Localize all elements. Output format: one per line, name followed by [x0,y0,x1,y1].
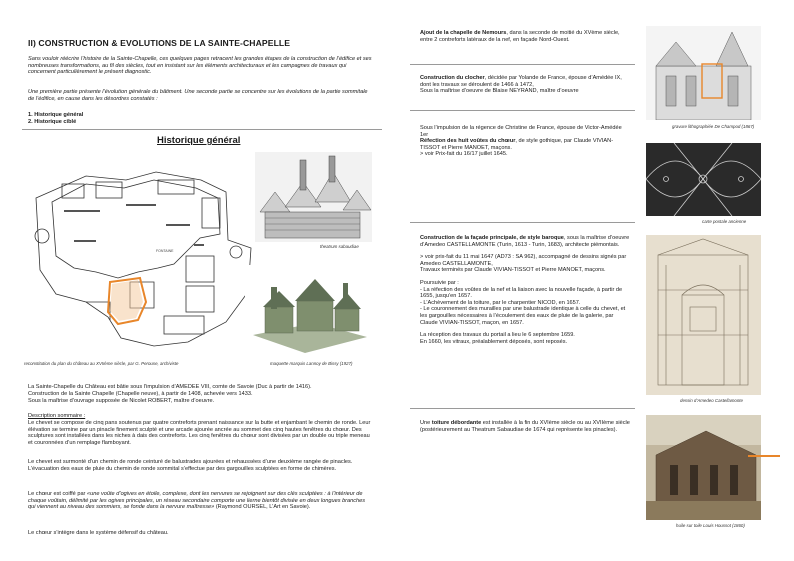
caption-castellamonte: dessin d’Amedeo Castellamonte [680,398,743,403]
castle-plan-image [26,152,256,352]
caption-maquette: maquette marquis Lannoy de Bissy (1927) [270,361,353,366]
description-title: Description sommaire : [28,413,86,419]
facade-bold: Construction de la façade principale, de style baroque [420,235,564,241]
page-heading: II) CONSTRUCTION & EVOLUTIONS DE LA SAINTE-CHAPELLE [28,38,291,48]
voutes-bold: Réfection des huit voûtes du chœur [420,138,516,145]
facade-line-9: En 1660, les vitraux, préalablement déposés, sont reposés. [420,338,568,345]
toiture-bold: toiture débordante [431,420,482,426]
voutes-rest: , de style gothique, par Claude VIVIAN-TISSOT et Pierre MANOET, maçons. [420,138,614,151]
toiture-a: Une [420,420,432,426]
description-paragraph-3 [28,491,373,511]
intro-paragraph-1: Sans vouloir réécrire l’histoire de la Sainte-Chapelle, ces quelques pages retracent les grandes étapes de la construction de l’édifice et ses nombreuses transformations, au fil des siècles, tout en insistant sur les éléments architecturaux et les campagnes de travaux qui concernent particulièrement le présent diagnostic. [28,56,372,76]
facade-line-5: - La réfection des voûtes de la nef et la liaison avec la nouvelle façade, à partir de 1655, jusqu’en 1657. [420,286,623,300]
list-item-2: 2. Historique ciblé [28,119,77,125]
block-facade [420,235,630,345]
rule-3 [410,222,635,223]
facade-line-6: - L’Achèvement de la toiture, par le charpentier NICOD, en 1657. [420,299,581,306]
description-paragraph-2: Le chevet est surmonté d’un chemin de ronde ceinturé de balustrades ajourées et rehaussées d’une deuxième rangée de pinacles. L’évacuation des eaux de pluie du chemin de ronde sommital s’effectue par des gargouilles sculptées en forme de chimères. [28,459,353,472]
block-nemours [420,30,630,43]
section-rule [22,129,382,130]
lithograph-image [646,26,761,120]
caption-houssot: huile sur toile Louis Houssot (1860) [676,523,745,528]
clocher-rest: , décidée par Yolande de France, épouse d’Amédée IX, dont les travaux se déroulent de 1466 à 1472, [420,75,622,88]
desc3-quote: «une voûte d’ogives en étoile, complexe, dont les nervures se rejoignent sur des clés sculptées : à l’intérieur de chaque voûtain, délimité par les ogives principales, un réseau secondaire comporte une lierne bientôt divisée en deux longues branches qui viennent au niveau des sommiers, se fonde dans la nervure maîtresse» [28,491,366,511]
block-clocher [420,75,630,95]
caption-theatrum: theatrum sabaudiae [320,244,359,249]
desc3-source: (Raymond OURSEL, L’Art en Savoie). [214,504,311,511]
intro-paragraph-2: Une première partie présente l’évolution générale du bâtiment. Une seconde partie se concentre sur les évolutions de la partie sommitale de l’édifice, en cause dans les désordres constatés : [28,89,368,102]
voutes-line-3: > voir Prix-fait du 16/17 juillet 1645. [420,151,508,158]
facade-line-3: Travaux terminés par Claude VIVIAN-TISSOT et Pierre MANOET, maçons. [420,267,606,274]
toiture-rest: est installée à la fin du XVIème siècle ou au XVIIème siècle (postérieurement au Theatrum Sabaudiae de 1674 qui représente les pinacles). [420,420,630,433]
caption-plan: reconstitution du plan du château au XVIIème siècle, par G. Perouse, archiviste [24,361,179,366]
castellamonte-drawing-image [646,235,761,395]
theatrum-engraving-image [255,152,372,242]
section-title: Historique général [157,135,241,146]
block-voutes [420,125,630,158]
facade-line-8: La réception des travaux du portail a lieu le 6 septembre 1659. [420,332,575,339]
history-paragraph-2: Construction de la Sainte Chapelle (Chapelle neuve), à partir de 1408, achevée vers 1433. [28,391,253,397]
history-paragraph-1: La Sainte-Chapelle du Château est bâtie sous l’impulsion d’AMEDEE VIII, comte de Savoie (Duc à partir de 1416). [28,384,312,390]
plan-fontaine-label: FONTAINE [156,249,174,253]
rule-1 [410,64,635,65]
clocher-bold: Construction du clocher [420,75,485,81]
vault-postcard-image [646,143,761,216]
history-paragraph-3: Sous la maîtrise d’ouvrage supposée de Nicolet ROBERT, maître d’oeuvre. [28,398,215,404]
caption-lithograph: gravure lithographiée De Champod (1867) [672,124,755,129]
facade-line-7: - Le couronnement des murailles par une balustrade identique à celle du chevet, et les gargouilles nécessaires à l’écoulement des eaux de pluie de la galerie, par Claude VIVIAN-TISSOT, maçon, en 1657. [420,306,626,326]
nemours-bold: Ajout de la chapelle de Nemours [420,30,507,36]
description-paragraph-4: Le chœur s’intègre dans le système défensif du château. [28,530,169,536]
nemours-rest: , dans la seconde de moitié du XVème siècle, entre 2 contreforts latéraux de la nef, en façade Nord-Ouest. [420,30,620,43]
orange-pointer-line [748,455,780,457]
desc3-start: Le chœur est coiffé par [28,491,87,497]
rule-2 [410,110,635,111]
rule-4 [410,408,635,409]
list-item-1: 1. Historique général [28,112,84,118]
block-toiture [420,420,630,433]
houssot-painting-image [646,415,761,520]
facade-line-4: Poursuivie par : [420,279,459,286]
maquette-photo [245,265,373,357]
voutes-line-1: Sous l’impulsion de la régence de Christine de France, épouse de Victor-Amédée 1er [420,125,622,138]
clocher-line-2: Sous la maîtrise d’oeuvre de Blaise NEYRAND, maître d’oeuvre [420,88,579,95]
description-paragraph-1: Le chevet se compose de cinq pans soutenus par quatre contreforts prenant naissance sur la butte et enjambant le chemin de ronde. Leur élévation se termine par un pinacle finement sculpté et une arcade ajourée ancrée au sommet des cinq hautes fenêtres du chœur. Des sculptures sont installées dans les niches à dais des contreforts. Les cinq fenêtres du chœur sont divisées par un double ou triple meneau et couronnées d’un remplage flamboyant. [28,420,371,446]
facade-rest: , sous la maîtrise d’oeuvre d’Amedeo CASTELLAMONTE (Turin, 1613 - Turin, 1683), architecte piémontais. [420,235,630,248]
caption-postcard: carte postale ancienne [702,219,747,224]
facade-line-2: > voir prix-fait du 11 mai 1647 (AD73 : SA 962), accompagné de dessins signés par Amedeo CASTELLAMONTE, [420,254,627,267]
